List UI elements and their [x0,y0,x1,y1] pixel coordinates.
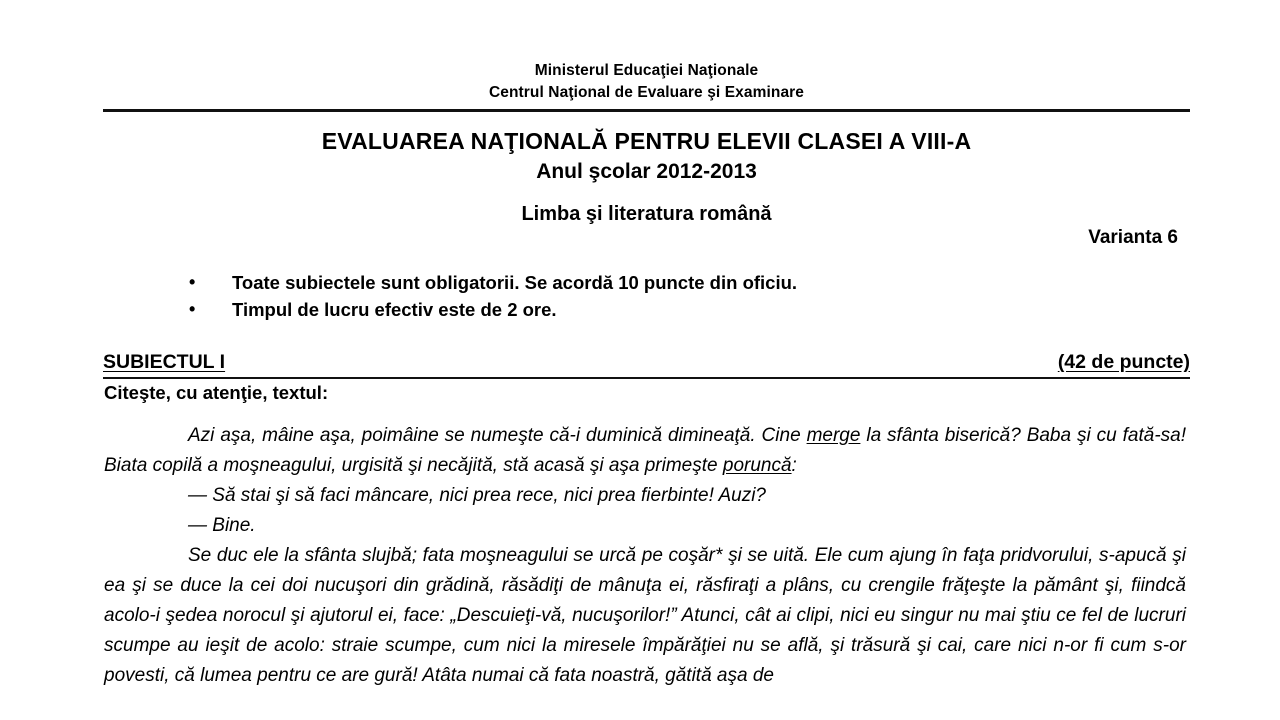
dialogue-line-2: — Bine. [188,515,256,536]
instructions-list [186,269,1186,323]
masthead [103,60,1190,104]
evaluation-center-line: Centrul Naţional de Evaluare şi Examinare [488,84,805,101]
header-divider [103,109,1190,112]
variant-label: Varianta 6 [1088,227,1178,248]
literary-text [104,421,1186,691]
subject-heading [103,349,1190,375]
dialogue-line-1: — Să stai şi să faci mâncare, nici prea rece, nici prea fierbinte! Auzi? [188,485,766,506]
title-block [103,126,1190,229]
read-instruction: Citeşte, cu atenţie, textul: [104,382,329,403]
paragraph-1-before: Azi aşa, mâine aşa, poimâine se numeşte că-i duminică dimineaţă. Cine [188,425,807,446]
ministry-line: Ministerul Educaţiei Naţionale [534,62,759,79]
subject-name: Limba şi literatura română [521,203,772,225]
bullet-icon: • [189,299,196,319]
school-year: Anul şcolar 2012-2013 [536,160,757,183]
underlined-word-porunca: poruncă [722,455,792,476]
text-paragraph-1 [104,421,1186,481]
subject-divider [103,377,1190,379]
subject-points: (42 de puncte) [1057,351,1190,373]
list-item [186,269,1186,296]
text-paragraph-2: Se duc ele la sfânta slujbă; fata moşneagului se urcă pe coşăr* şi se uită. Ele cum ajung în faţa pridvorului, s-apucă şi ea şi se duce la cei doi nucuşori din grădină, răsădiţi de mânuţa ei, răsfiraţi a plâns, cu crengile frăţeşte la pământ şi, fiindcă acolo-i şedea norocul şi ajutorul ei, face: „Descuieţi-vă, nucuşorilor!” Atunci, cât ai clipi, nici eu singur nu mai ştiu ce fel de lucruri scumpe au ieşit de acolo: straie scumpe, cum nici la miresele împărăţiei nu se află, şi trăsură şi cai, care nici n-or fi cum s-or povesti, că lumea pentru ce are gură! Atâta numai că fata noastră, gătită aşa de [104,545,1186,686]
subject-label: SUBIECTUL I [103,351,226,373]
instruction-text: Toate subiectele sunt obligatorii. Se acordă 10 puncte din oficiu. [232,272,798,293]
exam-title: EVALUAREA NAŢIONALĂ PENTRU ELEVII CLASEI A VIII-A [321,128,972,154]
paragraph-1-after: : [791,455,797,476]
bullet-icon: • [189,272,196,292]
list-item [186,296,1186,323]
underlined-word-merge: merge [806,425,861,446]
instruction-text: Timpul de lucru efectiv este de 2 ore. [232,299,557,320]
paragraph-1-middle: la sfânta biserică? Baba şi cu fată-sa! Biata copilă a moşneagului, urgisită şi necăjită, stă acasă şi aşa primeşte [104,425,1186,476]
